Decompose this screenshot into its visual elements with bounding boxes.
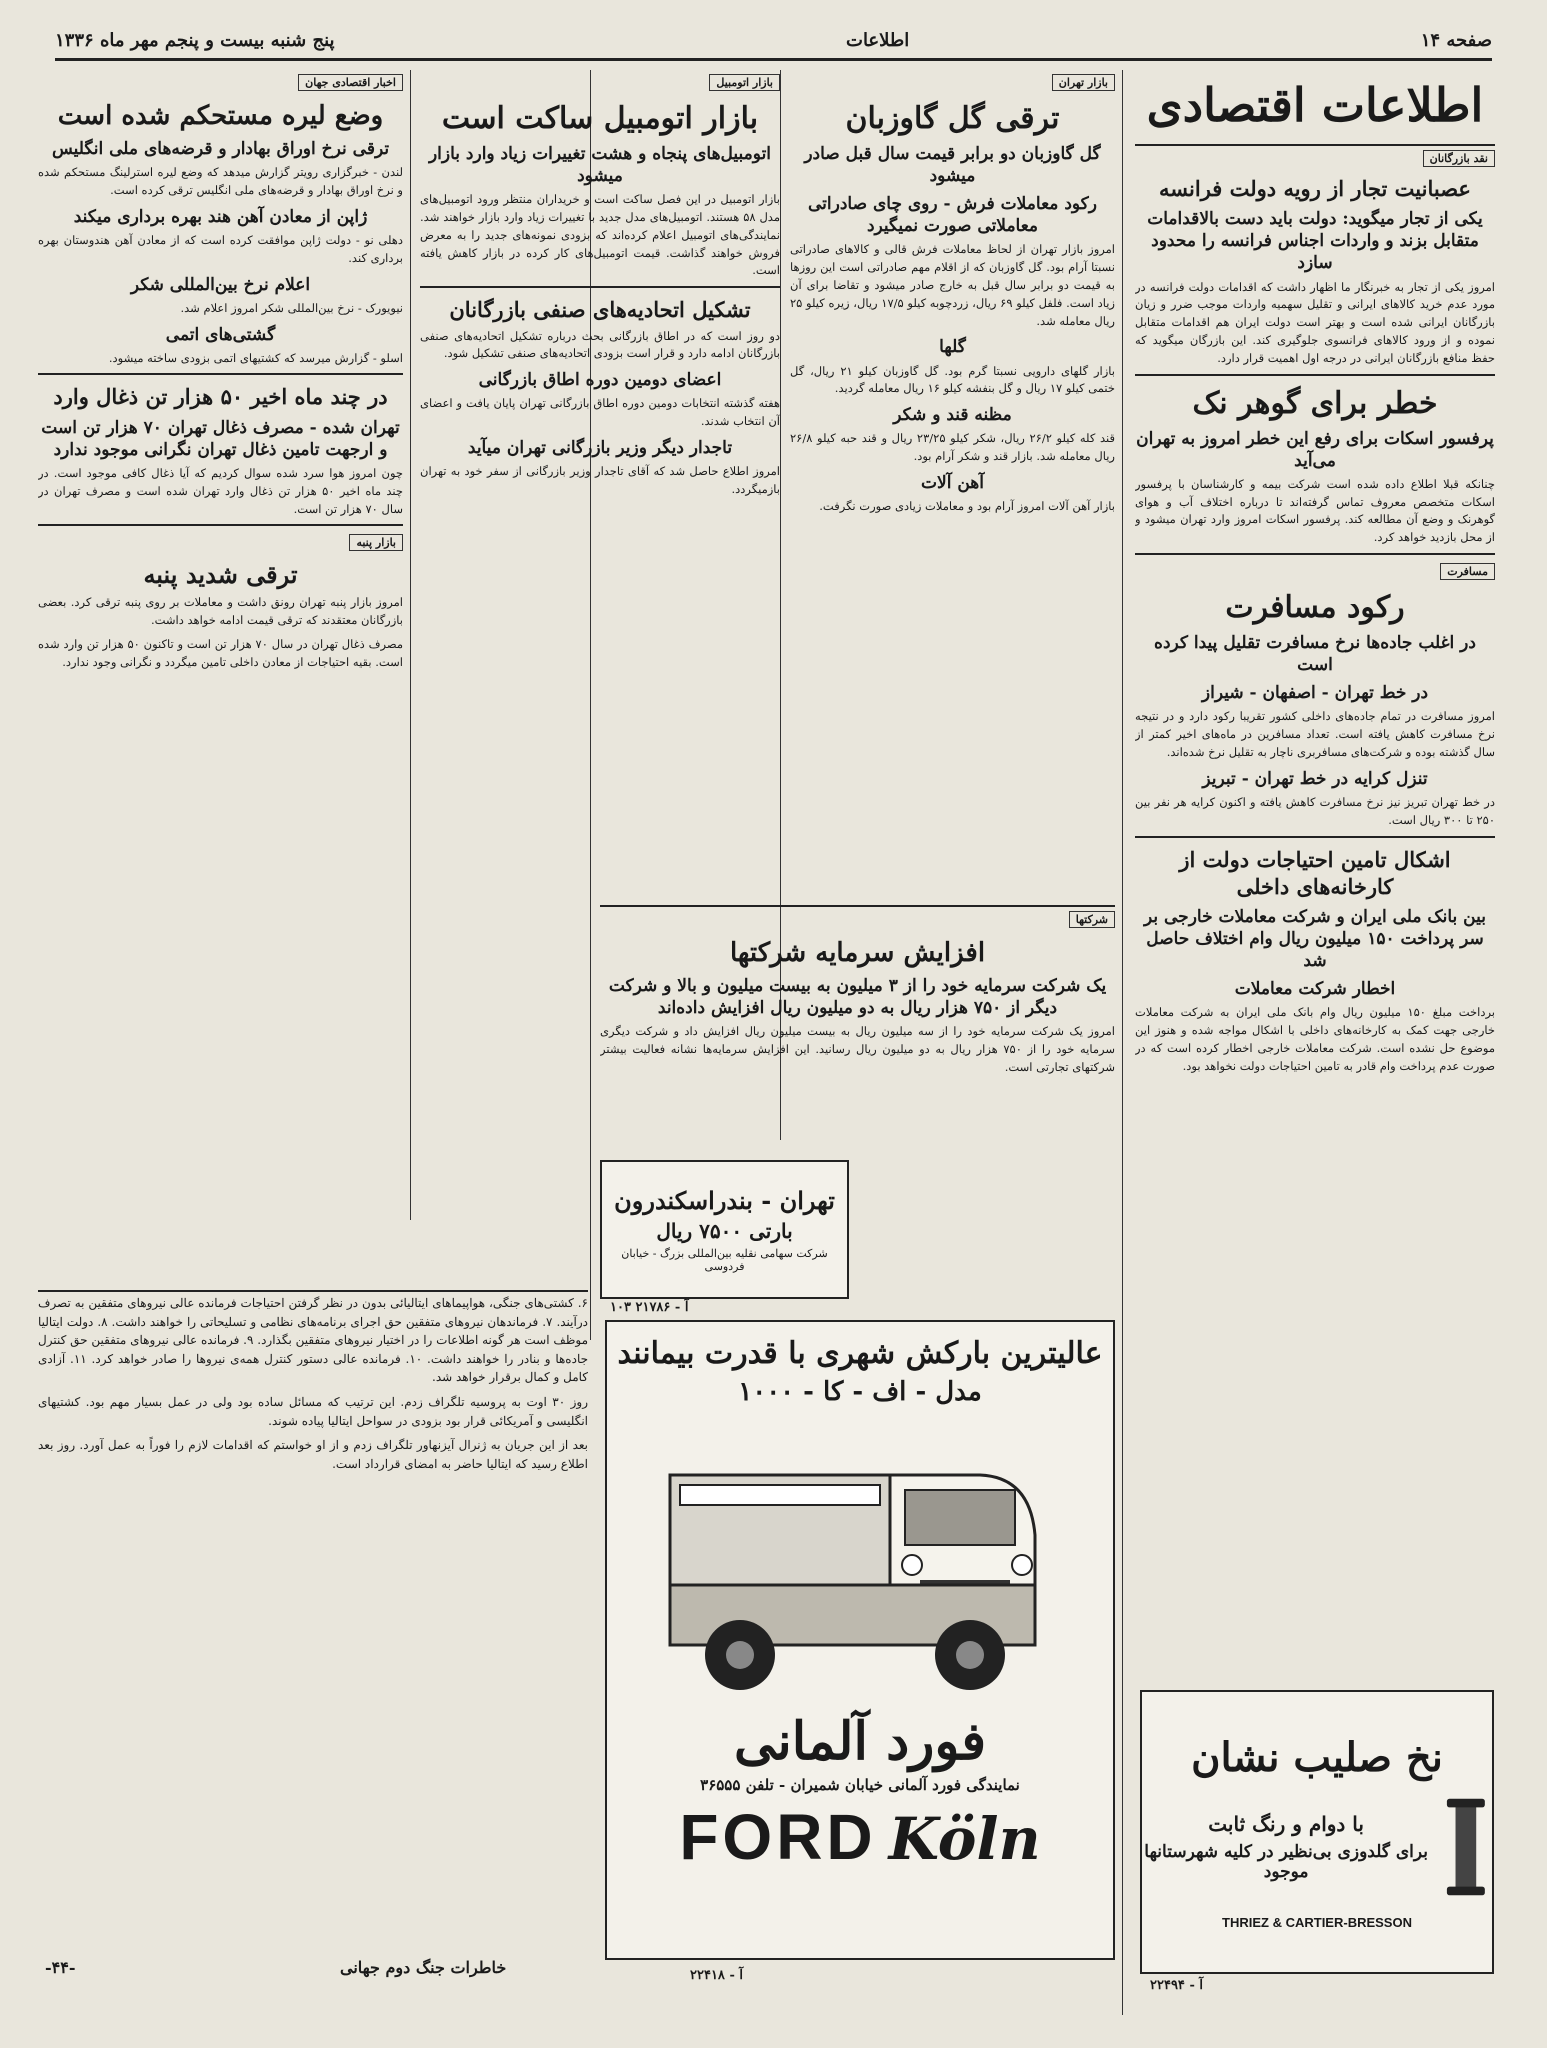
article-headline: افزایش سرمایه شرکتها [729,938,986,968]
ad-code: آ - ۲۲۴۹۴ [1150,1978,1203,1993]
section-tag: بازار پنبه [349,534,403,551]
article-body: ۶. کشتی‌های جنگی، هواپیماهای ایتالیائی بدون در نظر گرفتن احتیاجات فرمانده عالی نیروهای متفقین به تصرف درآیند. ۷. فرماندهان نیروهای متفقین حق اجرای برنامه‌های نظامی و تسلیحاتی را خواهند داشت. ۸. دولت ایتالیا موظف است هر گونه اطلاعات را در اختیار نیروهای متفقین بگذارد. ۹. فرمانده عالی نیروهای متفقین حق کنترل جاده‌ها و بنادر را خواهند داشت. ۱۰. فرمانده عالی دستور کنترل همه‌ی نیروها را صادر خواهد کرد. ۱۱. آزادی کامل و کمال برقرار خواهد شد. [38,1296,588,1385]
article-body: دهلی نو - دولت ژاپن موافقت کرده است که از معادن آهن هندوستان بهره برداری کند. [38,233,403,265]
world-economy-column [38,70,403,1130]
article-body: اسلو - گزارش میرسد که کشتیهای اتمی بزودی ساخته میشود. [108,350,403,365]
ford-word: FORD [679,1801,877,1873]
section-tag: مسافرت [1440,563,1495,580]
article-subheadline: اعلام نرخ بین‌المللی شکر [130,274,311,295]
article-body: امروز بازار تهران از لحاظ معاملات فرش قالی و کالاهای صادراتی نسبتا آرام بود. گل گاوزبان که از اقلام مهم صادراتی است این روزها به قیمت دو برابر سال قبل به خارج صادر میشود و تقاضا برای آن زیاد است. فلفل کیلو ۶۹ ریال، زردچوبه کیلو ۱۷/۵ ریال، زیره کیلو ۲۵ ریال معامله شد. [790,242,1115,328]
article-subheadline: ترقی نرخ اوراق بهادار و قرضه‌های ملی انگلیس [51,139,390,160]
article-headline: رکود مسافرت [1225,590,1405,626]
article-body: دو روز است که در اطاق بازرگانی بحث درباره تشکیل اتحادیه‌های صنفی بازرگانان ادامه دارد و قرار است بزودی اتحادیه‌های صنفی تشکیل شود. [420,328,780,361]
ad-text: شرکت سهامی نقلیه بین‌المللی بزرگ - خیابان فردوسی [621,1247,828,1273]
article-body: قند کله کیلو ۲۶/۲ ریال، شکر کیلو ۲۳/۲۵ ریال و قند حبه کیلو ۲۶/۸ ریال معامله شد. بازار قند و شکر آرام بود. [790,431,1115,464]
article-subheadline: تاجدار دیگر وزیر بازرگانی تهران میآید [467,437,733,458]
pickup-truck-icon [650,1415,1070,1705]
article-body: روز ۳۰ اوت به پروسیه تلگراف زدم. این ترتیب که مسائل ساده بود ولی در عمل بسیار مهم بود. کشتیهای انگلیسی و آمریکائی قرار بود بزودی در سواحل ایتالیا پیاده شوند. [38,1394,588,1428]
article-body: امروز بازار پنبه تهران رونق داشت و معاملات بر روی پنبه ترقی کرد. بعضی بازرگانان معتقدند که ترقی قیمت ادامه خواهد داشت. [38,595,403,627]
ad-text: برای گلدوزی بی‌نظیر در کلیه شهرستانها موجود [1144,1842,1428,1882]
article-subheadline: بین بانک ملی ایران و شرکت معاملات خارجی بر سر پرداخت ۱۵۰ میلیون ریال وام اختلاف حاصل شد [1143,907,1486,972]
page-label: صفحه ۱۴ [1420,29,1492,51]
article-headline: اشکال تامین احتیاجات دولت از کارخانه‌های داخلی [1179,846,1451,899]
article-body: لندن - خبرگزاری رویتر گزارش میدهد که وضع لیره استرلینگ مستحکم شده و نرخ اوراق بهادار و قرضه‌های ملی انگلیس ترقی کرده است. [38,165,403,198]
article-body: چنانکه قبلا اطلاع داده شده است شرکت بیمه و کارشناسان با پرفسور اسکات متخصص معروف تماس گرفته‌اند تا درباره اختلاف آب و هوای گوهرنک و وضع آن مطالعه کند. پرفسور اسکات امروز وارد تهران میشود و از محل بازدید خواهد کرد. [1135,476,1495,545]
automobile-market-column [420,70,780,1070]
article-subheadline: گلها [939,337,966,358]
article-body: برداخت مبلغ ۱۵۰ میلیون ریال وام بانک ملی ایران به شرکت معاملات خارجی جهت کمک به کارخانه‌های داخلی با اشکال مواجه شده و هنوز این موضوع حل نشده است. شرکت معاملات خارجی اخطار کرده است که در صورت عدم پرداخت وام قادر به تامین احتیاجات دولت نخواهد بود. [1135,1005,1495,1073]
ad-title: تهران - بندراسکندرون [614,1186,835,1215]
article-headline: تشکیل اتحادیه‌های صنفی بازرگانان [449,297,751,323]
section-tag: بازار اتومبیل [709,74,780,91]
ad-headline: عالیترین بارکش شهری با قدرت بیمانند [617,1336,1103,1371]
section-tag: نقد بازرگانان [1423,150,1495,167]
ad-brand: THRIEZ & CARTIER-BRESSON [1222,1915,1412,1930]
ad-subtitle: با دوام و رنگ ثابت [1208,1812,1364,1836]
article-body: امروز مسافرت در تمام جاده‌های داخلی کشور تقریبا رکود دارد و در نتیجه نرخ مسافرت کاهش یافته است. تعداد مسافرین در ماه‌های اخیر کمتر از سال گذشته بوده و شرکت‌های مسافربری ناچار به تقلیل نرخ شده‌اند. [1135,709,1495,759]
article-subheadline: در اغلب جاده‌ها نرخ مسافرت تقلیل پیدا کرده است [1154,633,1476,676]
article-headline: عصبانیت تجار از رویه دولت فرانسه [1159,176,1471,201]
article-subheadline: پرفسور اسکات برای رفع این خطر امروز به تهران می‌آید [1136,428,1494,471]
article-subheadline: گشتی‌های اتمی [165,324,276,345]
article-headline: بازار اتومبیل ساکت است [441,101,759,136]
article-body: بعد از این جریان به ژنرال آیزنهاور تلگراف زدم و از او خواستم که اقدامات لازم را فوراً به عمل آورد. روز بعد اطلاع رسید که ایتالیا حاضر به امضای قرارداد است. [38,1438,588,1471]
article-subheadline: آهن آلات [921,472,984,493]
article-body: امروز یکی از تجار به خبرنگار ما اظهار داشت که اقدامات دولت فرانسه در مورد عدم خرید کالاهای ایرانی و تقلیل سهمیه واردات موجب ضرر و زیان بازرگانان ایرانی شده است و بهتر است دولت ایران هم اقدامات متقابل نموده و از ورود کالاهای فرانسوی جلوگیری کند. این بازرگان میگوید که حفظ منافع بازرگانان ایرانی در درجه اول اهمیت قرار دارد. [1135,279,1495,365]
ad-brand-fa: فورد آلمانی [733,1711,987,1772]
article-headline: خطر برای گوهر نک [1192,385,1438,421]
article-headline: وضع لیره مستحکم شده است [57,101,384,131]
article-body: بازار آهن آلات امروز آرام بود و معاملات زیادی صورت نگرفت. [819,498,1115,513]
memoir-serial [38,1290,588,1952]
thread-spool-icon [1440,1787,1492,1907]
article-body: بازار گلهای دارویی نسبتا گرم بود. گل گاوزبان کیلو ۲۱ ریال، گل ختمی کیلو ۱۷ ریال و گل بنفشه کیلو ۱۶ ریال معامله گردید. [790,363,1115,396]
ad-agency: نمایندگی فورد آلمانی خیابان شمیران - تلفن ۳۶۵۵۵ [700,1776,1020,1794]
article-subheadline: اتومبیل‌های پنجاه و هشت تغییرات زیاد وارد بازار میشود [428,144,772,187]
article-subheadline: تنزل کرایه در خط تهران - تبریز [1202,768,1428,789]
article-subheadline: تهران شده - مصرف ذغال تهران ۷۰ هزار تن است و ارجهت تامین ذغال تهران نگرانی موجود ندارد [41,417,400,460]
thread-advertisement [1140,1690,1494,1974]
article-subheadline: یکی از تجار میگوید: دولت باید دست بالاقدامات متقابل بزند و واردات اجناس فرانسه را محدود سازد [1147,209,1483,274]
article-body: در خط تهران تبریز نیز نرخ مسافرت کاهش یافته و اکنون کرایه هر نفر بین ۲۵۰ تا ۳۰۰ ریال است. [1135,794,1495,827]
serial-footer: خاطرات جنگ دوم جهانی [340,1958,507,1977]
section-masthead: اطلاعات اقتصادی [1135,70,1495,146]
article-subheadline: گل گاوزبان دو برابر قیمت سال قبل صادر میشود [804,144,1101,187]
ad-title: نخ صلیب نشان [1191,1734,1443,1781]
article-subheadline: اعضای دومین دوره اطاق بازرگانی [478,370,722,391]
article-body: بازار اتومبیل در این فصل ساکت است و خریداران منتظر ورود اتومبیل‌های مدل ۵۸ هستند. اتومبیل‌های مدل جدید با تغییرات زیاد وارد بازار خواهند شد. نمایندگی‌های اتومبیل اعلام کرده‌اند که بزودی نمونه‌های جدید را به معرض فروش خواهند گذاشت. قیمت اتومبیل‌های کار کرده در بازار کاهش یافته است. [420,192,780,278]
shipping-advertisement [600,1160,849,1299]
section-tag: اخبار اقتصادی جهان [298,74,403,91]
article-body: امروز یک شرکت سرمایه خود را از سه میلیون ریال به بیست میلیون ریال افزایش داد و شرکت دیگری سرمایه خود را از ۷۵۰ هزار ریال به دو میلیون ریال رسانید. این افزایش سرمایه‌ها نشانه فعالیت بیشتر شرکتهای تجارتی است. [600,1024,1115,1074]
article-subheadline: ژاپن از معادن آهن هند بهره برداری میکند [73,206,368,227]
article-body: مصرف ذغال تهران در سال ۷۰ هزار تن است و تاکنون ۵۰ هزار تن وارد شده است. بقیه احتیاجات از معادن داخلی تامین میگردد و نگرانی وجود ندارد. [38,636,403,669]
article-body: چون امروز هوا سرد شده سوال کردیم که آیا ذغال کافی موجود است. در چند ماه اخیر ۵۰ هزار تن ذغال وارد تهران شده است و مصرف تهران در سال ۷۰ هزار تن است. [38,465,403,516]
page-number: -۴۴- [45,1958,76,1977]
article-subheadline: یک شرکت سرمایه خود را از ۳ میلیون به بیست میلیون و بالا و شرکت دیگر از ۷۵۰ هزار ریال به دو میلیون ریال افزایش داده‌اند [608,976,1107,1019]
article-headline: ترقی شدید پنبه [143,560,298,590]
page-header [55,22,1492,61]
article-subheadline: رکود معاملات فرش - روی چای صادراتی معاملاتی صورت نمیگیرد [808,194,1097,237]
date-line: پنج شنبه بیست و پنجم مهر ماه ۱۳۳۶ [55,29,335,51]
article-body: امروز اطلاع حاصل شد که آقای تاجدار وزیر بازرگانی از سفر خود به تهران بازمیگردد. [420,463,780,496]
article-headline: ترقی گل گاوزبان [845,101,1060,136]
ad-code: آ - ۲۲۴۱۸ [690,1968,743,1983]
article-headline: در چند ماه اخیر ۵۰ هزار تن ذغال وارد [53,384,388,410]
section-tag: بازار تهران [1052,74,1115,91]
ford-logo [679,1800,1040,1874]
article-body: هفته گذشته انتخابات دومین دوره اطاق بازرگانی تهران پایان یافت و اعضای آن انتخاب شدند. [420,396,780,429]
column-rule [1122,70,1123,2015]
article-subheadline: مظنه قند و شکر [893,405,1012,426]
ad-subtitle: بارتی ۷۵۰۰ ریال [656,1219,793,1243]
article-body: نیویورک - نرخ بین‌المللی شکر امروز اعلام شد. [180,300,403,315]
ad-code: آ - ۲۱۷۸۶ ۱۰۳ [610,1300,689,1315]
section-tag: شرکتها [1069,911,1115,928]
koln-word: Köln [888,1805,1041,1873]
article-subheadline: اخطار شرکت معاملات [1234,979,1396,1000]
ford-advertisement [605,1320,1115,1960]
article-subheadline: در خط تهران - اصفهان - شیراز [1201,683,1429,704]
column-rule [410,70,411,1220]
ad-model: مدل - اف - کا - ۱۰۰۰ [738,1377,982,1407]
paper-name: اطلاعات [846,29,910,51]
